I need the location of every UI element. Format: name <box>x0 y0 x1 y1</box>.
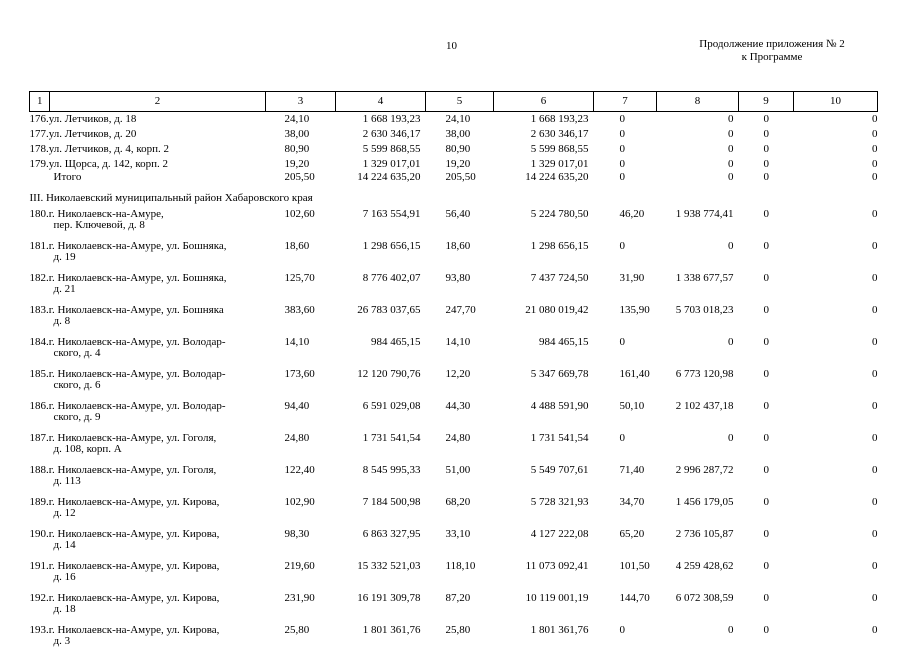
table-cell: 26 783 037,65 <box>357 304 421 316</box>
table-cell: 0 <box>619 240 625 252</box>
table-cell: 0 <box>763 560 769 572</box>
address-line-2: ского, д. 6 <box>53 379 101 391</box>
table-cell: 179.ул. Щорса, д. 142, корп. 2 <box>29 158 169 170</box>
table-row <box>30 300 878 332</box>
table-cell: 18,60 <box>284 240 310 252</box>
table-cell: 19,20 <box>284 158 310 170</box>
table-cell: 0 <box>872 464 878 476</box>
table-cell: 4 259 428,62 <box>675 560 734 572</box>
table-cell: 2 996 287,72 <box>675 464 734 476</box>
table-cell: 2 736 105,87 <box>675 528 734 540</box>
table-cell <box>30 492 266 524</box>
table-cell: 0 <box>728 624 734 636</box>
table-cell: 34,70 <box>619 496 645 508</box>
table-cell: 1 329 017,01 <box>362 158 421 170</box>
program-table <box>29 91 878 652</box>
table-row <box>30 460 878 492</box>
table-cell: 177.ул. Летчиков, д. 20 <box>29 128 137 140</box>
table-cell: 0 <box>872 560 878 572</box>
table-cell <box>30 300 266 332</box>
table-cell: 0 <box>763 158 769 170</box>
table-row <box>30 142 878 157</box>
table-cell: 0 <box>872 113 878 125</box>
table-cell: 0 <box>872 304 878 316</box>
table-cell: 10 119 001,19 <box>525 592 589 604</box>
table-cell: 102,90 <box>284 496 315 508</box>
table-row <box>30 157 878 172</box>
table-cell <box>30 588 266 620</box>
address-line-2: ского, д. 9 <box>53 411 101 423</box>
table-cell: 0 <box>728 432 734 444</box>
table-cell: 0 <box>728 336 734 348</box>
address-line-2: ского, д. 4 <box>53 347 101 359</box>
address-line-1: 193.г. Николаевск-на-Амуре, ул. Кирова, <box>29 624 220 636</box>
table-cell: 6 072 308,59 <box>675 592 734 604</box>
table-cell: 4 488 591,90 <box>530 400 589 412</box>
table-cell: 0 <box>872 336 878 348</box>
table-cell: 0 <box>763 368 769 380</box>
table-cell: 5 599 868,55 <box>530 143 589 155</box>
table-cell: 2 102 437,18 <box>675 400 734 412</box>
column-header: 4 <box>336 92 426 112</box>
address-line-2: д. 12 <box>53 507 76 519</box>
table-cell: 65,20 <box>619 528 645 540</box>
table-cell: 0 <box>872 171 878 183</box>
table-cell: 4 127 222,08 <box>530 528 589 540</box>
table-cell: 0 <box>619 158 625 170</box>
table-cell <box>30 460 266 492</box>
table-cell: 94,40 <box>284 400 310 412</box>
table-cell: 5 728 321,93 <box>530 496 589 508</box>
table-cell: 71,40 <box>619 464 645 476</box>
table-cell: 80,90 <box>445 143 471 155</box>
table-cell: 31,90 <box>619 272 645 284</box>
table-cell: 6 591 029,08 <box>362 400 421 412</box>
table-row <box>30 492 878 524</box>
address-line-1: 187.г. Николаевск-на-Амуре, ул. Гоголя, <box>29 432 217 444</box>
table-cell: 68,20 <box>445 496 471 508</box>
table-row <box>30 112 878 128</box>
table-cell: 0 <box>728 240 734 252</box>
table-cell: 11 073 092,41 <box>525 560 589 572</box>
address-line-1: 181.г. Николаевск-на-Амуре, ул. Бошняка, <box>29 240 227 252</box>
table-cell: 12 120 790,76 <box>357 368 421 380</box>
table-cell: 5 347 669,78 <box>530 368 589 380</box>
table-cell: 7 184 500,98 <box>362 496 421 508</box>
table-cell: 0 <box>619 128 625 140</box>
table-cell: 0 <box>619 336 625 348</box>
table-row <box>30 236 878 268</box>
table-cell: 0 <box>619 432 625 444</box>
table-cell: 178.ул. Летчиков, д. 4, корп. 2 <box>29 143 169 155</box>
table-cell: 0 <box>728 128 734 140</box>
table-cell: 1 668 193,23 <box>530 113 589 125</box>
table-cell: 0 <box>728 171 734 183</box>
table-cell: 0 <box>872 592 878 604</box>
table-cell: 2 630 346,17 <box>362 128 421 140</box>
table-cell: 0 <box>763 624 769 636</box>
table-cell: 46,20 <box>619 208 645 220</box>
table-cell: 0 <box>872 496 878 508</box>
table-cell: 0 <box>763 128 769 140</box>
table-cell: 1 668 193,23 <box>362 113 421 125</box>
table-cell: 14 224 635,20 <box>525 171 589 183</box>
table-cell: 8 776 402,07 <box>362 272 421 284</box>
table-cell: 1 456 179,05 <box>675 496 734 508</box>
table-cell: 14,10 <box>284 336 310 348</box>
page-number: 10 <box>446 40 457 52</box>
table-cell: 7 437 724,50 <box>530 272 589 284</box>
table-cell: Итого <box>53 171 82 183</box>
table-cell: 1 801 361,76 <box>362 624 421 636</box>
table-cell: 5 703 018,23 <box>675 304 734 316</box>
table-cell <box>30 620 266 652</box>
table-cell: 8 545 995,33 <box>362 464 421 476</box>
appendix-note-line-1: Продолжение приложения № 2 <box>699 38 845 50</box>
table-cell: 2 630 346,17 <box>530 128 589 140</box>
appendix-note-line-2: к Программе <box>741 51 803 63</box>
table-cell: 205,50 <box>445 171 476 183</box>
table-cell: 0 <box>763 304 769 316</box>
column-header: 7 <box>594 92 657 112</box>
table-row <box>30 428 878 460</box>
table-cell: 5 549 707,61 <box>530 464 589 476</box>
table-cell: 80,90 <box>284 143 310 155</box>
section-row <box>30 183 878 204</box>
table-cell: 125,70 <box>284 272 315 284</box>
table-cell: 0 <box>728 113 734 125</box>
table-cell: 24,10 <box>284 113 310 125</box>
table-row <box>30 127 878 142</box>
column-header: 10 <box>794 92 878 112</box>
table-cell: 0 <box>872 158 878 170</box>
address-line-2: д. 21 <box>53 283 76 295</box>
table-cell: 0 <box>763 528 769 540</box>
address-line-2: д. 3 <box>53 635 71 647</box>
table-cell <box>30 236 266 268</box>
table-cell: 0 <box>728 143 734 155</box>
address-line-2: д. 8 <box>53 315 71 327</box>
table-cell: 12,20 <box>445 368 471 380</box>
table-cell <box>30 364 266 396</box>
table-cell: 5 224 780,50 <box>530 208 589 220</box>
table-cell: 135,90 <box>619 304 650 316</box>
table-cell: 0 <box>872 240 878 252</box>
address-line-1: 192.г. Николаевск-на-Амуре, ул. Кирова, <box>29 592 220 604</box>
table-cell: 33,10 <box>445 528 471 540</box>
table-cell <box>30 396 266 428</box>
address-line-2: пер. Ключевой, д. 8 <box>53 219 145 231</box>
table-cell: 173,60 <box>284 368 315 380</box>
table-cell <box>30 524 266 556</box>
table-cell: 51,00 <box>445 464 471 476</box>
address-line-1: 180.г. Николаевск-на-Амуре, <box>29 208 164 220</box>
address-line-1: 182.г. Николаевск-на-Амуре, ул. Бошняка, <box>29 272 227 284</box>
table-cell: 0 <box>619 171 625 183</box>
table-cell <box>30 556 266 588</box>
table-cell: 0 <box>872 128 878 140</box>
address-line-2: д. 108, корп. А <box>53 443 122 455</box>
table-cell: 0 <box>872 272 878 284</box>
table-cell <box>30 268 266 300</box>
address-line-1: 189.г. Николаевск-на-Амуре, ул. Кирова, <box>29 496 220 508</box>
table-cell <box>30 428 266 460</box>
table-cell: 0 <box>763 240 769 252</box>
table-cell: 24,10 <box>445 113 471 125</box>
column-header: 9 <box>739 92 794 112</box>
address-line-2: д. 14 <box>53 539 76 551</box>
table-cell: 205,50 <box>284 171 315 183</box>
address-line-1: 190.г. Николаевск-на-Амуре, ул. Кирова, <box>29 528 220 540</box>
table-cell: 0 <box>872 624 878 636</box>
table-cell: 0 <box>619 113 625 125</box>
table-cell: 5 599 868,55 <box>362 143 421 155</box>
table-cell: 56,40 <box>445 208 471 220</box>
table-cell: 0 <box>872 528 878 540</box>
table-cell: 1 938 774,41 <box>675 208 734 220</box>
table-cell: 122,40 <box>284 464 315 476</box>
address-line-1: 185.г. Николаевск-на-Амуре, ул. Володар- <box>29 368 226 380</box>
table-cell: 0 <box>872 208 878 220</box>
table-cell: 0 <box>872 368 878 380</box>
table-cell: 0 <box>763 272 769 284</box>
table-cell: 219,60 <box>284 560 315 572</box>
table-row <box>30 620 878 652</box>
table-cell: 383,60 <box>284 304 315 316</box>
table-cell: 0 <box>763 464 769 476</box>
table-cell: 231,90 <box>284 592 315 604</box>
table-cell: 87,20 <box>445 592 471 604</box>
header-row <box>30 92 878 112</box>
table-cell: 93,80 <box>445 272 471 284</box>
table-row <box>30 524 878 556</box>
table-row <box>30 396 878 428</box>
address-line-2: д. 113 <box>53 475 81 487</box>
table-cell: 0 <box>763 208 769 220</box>
table-cell: 6 773 120,98 <box>675 368 734 380</box>
table-cell: 1 298 656,15 <box>362 240 421 252</box>
table-cell: 102,60 <box>284 208 315 220</box>
table-cell: 0 <box>872 432 878 444</box>
table-cell <box>30 204 266 236</box>
table-cell: 1 801 361,76 <box>530 624 589 636</box>
table-cell: 0 <box>763 400 769 412</box>
table-row <box>30 204 878 236</box>
table-cell: 0 <box>872 143 878 155</box>
column-header: 6 <box>494 92 594 112</box>
column-header: 3 <box>266 92 336 112</box>
table-row <box>30 268 878 300</box>
table-cell: 0 <box>763 496 769 508</box>
table-row <box>30 332 878 364</box>
total-row <box>30 172 878 183</box>
table-row <box>30 588 878 620</box>
column-header: 8 <box>657 92 739 112</box>
address-line-2: д. 16 <box>53 571 76 583</box>
table-cell: 24,80 <box>284 432 310 444</box>
table-row <box>30 556 878 588</box>
table-cell: 0 <box>763 432 769 444</box>
address-line-2: д. 19 <box>53 251 76 263</box>
column-header: 1 <box>30 92 50 112</box>
address-line-2: д. 18 <box>53 603 76 615</box>
table-cell: 1 329 017,01 <box>530 158 589 170</box>
table-cell: 144,70 <box>619 592 650 604</box>
table-cell: 0 <box>763 592 769 604</box>
table-cell: 19,20 <box>445 158 471 170</box>
address-line-1: 183.г. Николаевск-на-Амуре, ул. Бошняка <box>29 304 224 316</box>
table-cell: 98,30 <box>284 528 310 540</box>
table-cell: 0 <box>763 143 769 155</box>
table-cell: 247,70 <box>445 304 476 316</box>
table-cell: 0 <box>728 158 734 170</box>
table-cell: 176.ул. Летчиков, д. 18 <box>29 113 137 125</box>
table-cell: 984 465,15 <box>539 336 589 348</box>
column-header: 2 <box>50 92 266 112</box>
table-cell: 0 <box>619 624 625 636</box>
table-cell: 0 <box>763 113 769 125</box>
table-cell: 25,80 <box>284 624 310 636</box>
address-line-1: 184.г. Николаевск-на-Амуре, ул. Володар- <box>29 336 226 348</box>
table-cell: 7 163 554,91 <box>362 208 421 220</box>
table-cell: 38,00 <box>284 128 310 140</box>
table-cell: 38,00 <box>445 128 471 140</box>
table-row <box>30 364 878 396</box>
table-cell: 0 <box>872 400 878 412</box>
table-cell: 161,40 <box>619 368 650 380</box>
table-cell: 1 731 541,54 <box>362 432 421 444</box>
table-cell: 14,10 <box>445 336 471 348</box>
column-header: 5 <box>426 92 494 112</box>
table-cell: 14 224 635,20 <box>357 171 421 183</box>
address-line-1: 191.г. Николаевск-на-Амуре, ул. Кирова, <box>29 560 220 572</box>
table-cell: 6 863 327,95 <box>362 528 421 540</box>
address-line-1: 188.г. Николаевск-на-Амуре, ул. Гоголя, <box>29 464 217 476</box>
table-cell <box>30 332 266 364</box>
table-cell: 44,30 <box>445 400 471 412</box>
table-cell: 16 191 309,78 <box>357 592 421 604</box>
appendix-note <box>672 38 872 64</box>
table-cell: 50,10 <box>619 400 645 412</box>
section-title: III. Николаевский муниципальный район Хабаровского края <box>29 192 313 204</box>
table-cell: 101,50 <box>619 560 650 572</box>
table-cell: 0 <box>763 336 769 348</box>
address-line-1: 186.г. Николаевск-на-Амуре, ул. Володар- <box>29 400 226 412</box>
table-cell: 1 298 656,15 <box>530 240 589 252</box>
table-cell: 24,80 <box>445 432 471 444</box>
table-cell: 15 332 521,03 <box>357 560 421 572</box>
table-cell: 18,60 <box>445 240 471 252</box>
table-cell: 0 <box>763 171 769 183</box>
table-cell: 118,10 <box>445 560 476 572</box>
table-cell: 0 <box>619 143 625 155</box>
table-cell: 1 731 541,54 <box>530 432 589 444</box>
table-cell: 1 338 677,57 <box>675 272 734 284</box>
table-cell: 984 465,15 <box>371 336 421 348</box>
table-cell: 25,80 <box>445 624 471 636</box>
table-cell: 21 080 019,42 <box>525 304 589 316</box>
